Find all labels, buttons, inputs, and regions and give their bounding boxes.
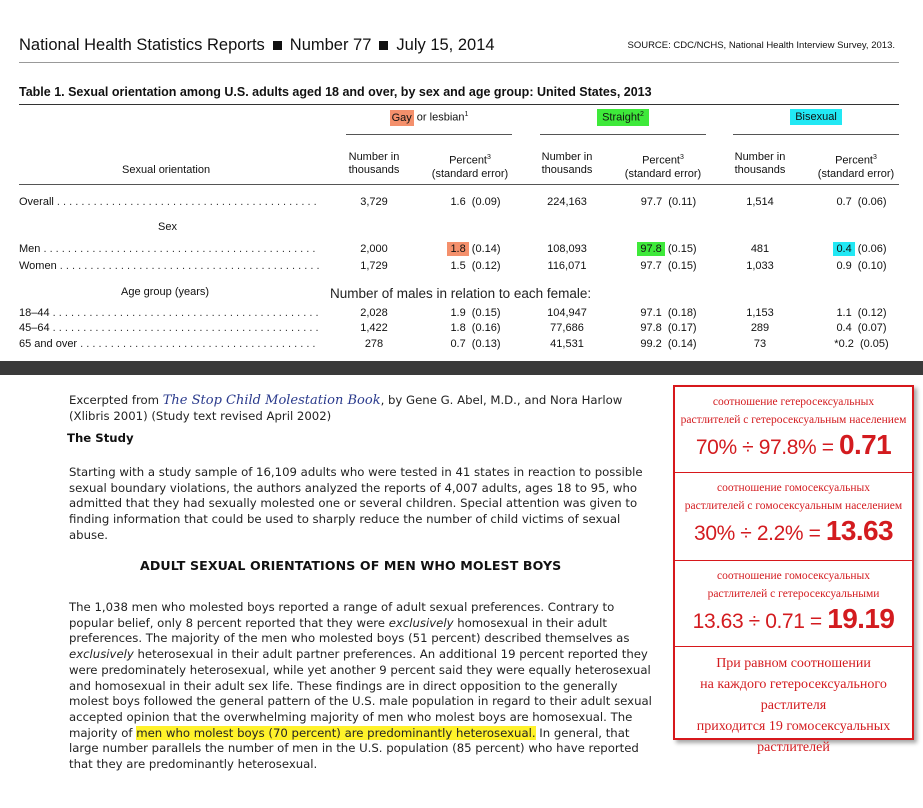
report-title <box>19 36 495 55</box>
standard-error: (0.07) <box>857 322 887 334</box>
book-title: The Stop Child Molestation Book <box>162 393 381 408</box>
standard-error: (0.15) <box>667 260 697 272</box>
percent-cell <box>808 260 912 272</box>
study-paragraph: Starting with a study sample of 16,109 adults who were tested in 41 states in reaction to possible sexual boundary violations, the authors analyzed the reports of 4,007 adults, ages 18 to 95, who admitted that they had sexually molested one or several children. Special attention was given to finding information that could be used to sharply reduce the number of child victims of sexual abuse. <box>69 465 643 542</box>
percent-value: 1.6 <box>450 196 466 208</box>
group-underline <box>346 134 512 135</box>
ratio-calculation-box <box>673 385 914 755</box>
standard-error: (0.15) <box>471 307 501 319</box>
percent-value: 97.1 <box>640 307 662 319</box>
highlighted-finding: men who molest boys (70 percent) are predominantly heterosexual. <box>136 725 536 740</box>
standard-error: (0.05) <box>859 338 889 350</box>
percent-value: 1.8 <box>447 242 468 256</box>
section-divider-band <box>0 361 923 375</box>
group-header-straight: Straight$^2$ <box>540 109 706 126</box>
percent-value: 97.7 <box>640 196 663 208</box>
row-label: 18–44 . . . <box>19 307 319 319</box>
row-label: Women . . . <box>19 260 319 272</box>
percent-value: 1.9 <box>450 307 466 319</box>
standard-error: (0.18) <box>667 307 697 319</box>
standard-error: (0.10) <box>857 260 887 272</box>
percent-cell <box>422 243 526 255</box>
calc-1-result: 0.71 <box>839 429 892 460</box>
number-cell: 108,093 <box>547 243 587 255</box>
ratio-note: Number of males in relation to each female: <box>330 286 592 301</box>
percent-cell <box>615 307 719 319</box>
percent-value: 0.7 <box>836 196 852 208</box>
number-cell: 1,153 <box>746 307 774 319</box>
column-header-percent: Percent$^3$ (standard error) <box>431 154 509 180</box>
number-cell: 77,686 <box>550 322 584 334</box>
standard-error: (0.06) <box>857 196 887 208</box>
percent-value: 97.8 <box>640 322 662 334</box>
table-row <box>19 338 899 352</box>
separator-square-icon <box>273 41 282 50</box>
percent-cell <box>808 243 912 255</box>
bisexual-label: Bisexual <box>790 109 842 125</box>
row-label: 45–64 . . . <box>19 322 319 334</box>
percent-value: 97.8 <box>637 242 664 256</box>
percent-value: *0.2 <box>834 338 854 350</box>
percent-cell <box>615 196 719 208</box>
standard-error: (0.16) <box>471 322 501 334</box>
column-header-number: Number in thousands <box>348 151 400 176</box>
number-cell: 2,000 <box>360 243 388 255</box>
percent-cell <box>808 338 912 350</box>
straight-label: Straight <box>602 111 640 124</box>
number-cell: 1,514 <box>746 196 774 208</box>
section-label-sex: Sex <box>158 221 177 233</box>
group-underline <box>540 134 706 135</box>
percent-cell <box>422 260 526 272</box>
standard-error: (0.14) <box>667 338 697 350</box>
number-cell: 1,033 <box>746 260 774 272</box>
section-heading: ADULT SEXUAL ORIENTATIONS OF MEN WHO MOLEST BOYS <box>140 558 562 573</box>
gay-highlight: Gay <box>391 111 412 124</box>
column-header-number: Number in thousands <box>541 151 593 176</box>
percent-value: 0.7 <box>450 338 466 350</box>
separator-square-icon <box>379 41 388 50</box>
calc-3-label: соотношение гомосексуальных растлителей с гетеросексуальными <box>707 570 880 600</box>
calc-divider <box>675 472 912 473</box>
percent-value: 0.4 <box>833 242 854 256</box>
table-title: Table 1. Sexual orientation among U.S. adults aged 18 and over, by sex and age group: United States, 2013 <box>19 85 652 99</box>
percent-cell <box>808 322 912 334</box>
column-header-percent: Percent$^3$ (standard error) <box>624 154 702 180</box>
table-top-rule <box>19 104 899 105</box>
calc-1-label: соотношение гетеросексуальных растлителей с гетеросексуальным населением <box>680 396 907 426</box>
row-label: Men . . . <box>19 243 319 255</box>
calc-2-formula: 30% ÷ 2.2% = 13.63 <box>694 515 893 546</box>
conclusion-text: При равном соотношении на каждого гетеросексуального растлителя приходится 19 гомосексуальных растлителей <box>696 656 891 755</box>
percent-value: 97.7 <box>640 260 662 272</box>
row-label: Overall . . . <box>19 196 319 208</box>
percent-cell <box>422 307 526 319</box>
number-cell: 116,071 <box>547 260 587 272</box>
number-cell: 1,729 <box>360 260 388 272</box>
percent-cell <box>615 338 719 350</box>
calc-divider <box>675 646 912 647</box>
percent-cell <box>422 338 526 350</box>
table-row <box>19 322 899 336</box>
number-cell: 481 <box>750 243 770 255</box>
number-cell: 41,531 <box>550 338 584 350</box>
calc-3-result: 19.19 <box>827 603 895 634</box>
percent-value: 0.9 <box>836 260 852 272</box>
report-series: National Health Statistics Reports <box>19 36 265 54</box>
row-label: 65 and over . . . <box>19 338 319 350</box>
group-underline <box>733 134 899 135</box>
column-header-number: Number in thousands <box>734 151 786 176</box>
table-row <box>19 243 899 257</box>
number-cell: 278 <box>364 338 384 350</box>
orientation-column-header: Sexual orientation <box>122 164 211 176</box>
excerpt-citation: Excerpted from The Stop Child Molestation Book, by Gene G. Abel, M.D., and Nora Harlow (Xlibris 2001) (Study text revised April 2002) <box>69 393 623 423</box>
percent-cell <box>808 307 912 319</box>
table-row <box>19 196 899 210</box>
percent-cell <box>615 243 719 255</box>
table-row <box>19 307 899 321</box>
number-cell: 3,729 <box>360 196 388 208</box>
number-cell: 289 <box>750 322 770 334</box>
header-divider <box>19 62 899 63</box>
calc-divider <box>675 560 912 561</box>
study-heading: The Study <box>67 431 134 445</box>
calc-3-formula: 13.63 ÷ 0.71 = 19.19 <box>692 603 895 634</box>
group-header-gay: Gay or lesbian$^1$ <box>346 109 512 126</box>
number-cell: 73 <box>753 338 767 350</box>
number-cell: 224,163 <box>547 196 587 208</box>
standard-error: (0.12) <box>857 307 887 319</box>
number-cell: 2,028 <box>360 307 388 319</box>
percent-cell <box>615 322 719 334</box>
standard-error: (0.17) <box>667 322 697 334</box>
column-header-rule <box>19 184 899 185</box>
standard-error: (0.13) <box>471 338 501 350</box>
calc-2-label: соотношение гомосексуальных растлителей с гомосексуальным населением <box>684 482 903 512</box>
standard-error: (0.11) <box>668 196 697 208</box>
calc-1-formula: 70% ÷ 97.8% = 0.71 <box>695 429 892 460</box>
percent-value: 1.5 <box>450 260 466 272</box>
percent-cell <box>615 260 719 272</box>
standard-error: (0.12) <box>471 260 501 272</box>
standard-error: (0.14) <box>471 243 501 255</box>
group-header-bisexual <box>733 109 899 125</box>
table-row <box>19 260 899 274</box>
percent-cell <box>422 322 526 334</box>
report-source: SOURCE: CDC/NCHS, National Health Interview Survey, 2013. <box>627 40 895 51</box>
standard-error: (0.09) <box>471 196 501 208</box>
standard-error: (0.15) <box>667 243 697 255</box>
percent-cell <box>422 196 526 208</box>
column-header-percent: Percent$^3$ (standard error) <box>817 154 895 180</box>
report-date: July 15, 2014 <box>396 36 495 54</box>
report-number: Number 77 <box>289 36 372 54</box>
percent-value: 1.8 <box>450 322 466 334</box>
percent-value: 99.2 <box>640 338 662 350</box>
standard-error: (0.06) <box>857 243 887 255</box>
percent-value: 1.1 <box>836 307 852 319</box>
percent-cell <box>808 196 912 208</box>
gay-label-rest: or lesbian <box>413 111 465 124</box>
findings-paragraph: The 1,038 men who molested boys reported a range of adult sexual preferences. Contrary to popular belief, only 8 percent reported that they were exclusively homosexual in their adult preferences. The majority of the men who molested boys (51 percent) described themselves as exclusively heterosexual in their adult partner preferences. An additional 19 percent reported they were predominately heterosexual, while yet another 9 percent said they were equally heterosexual and homosexual in their adult sex life. These findings are in direct opposition to the generally molest boys followed the general pattern of the U.S. male population in regard to their adult sexual accepted opinion that the overwhelming majority of men who molest boys are homosexual. The majority of men who molest boys (70 percent) are predominantly heterosexual. In general, that large number parallels the number of men in the U.S. population (85 percent) who have reported that they are predominantly heterosexual. <box>69 600 652 772</box>
calc-2-result: 13.63 <box>825 515 893 546</box>
number-cell: 1,422 <box>360 322 388 334</box>
number-cell: 104,947 <box>547 307 587 319</box>
percent-value: 0.4 <box>836 322 852 334</box>
section-label-age: Age group (years) <box>121 286 210 298</box>
